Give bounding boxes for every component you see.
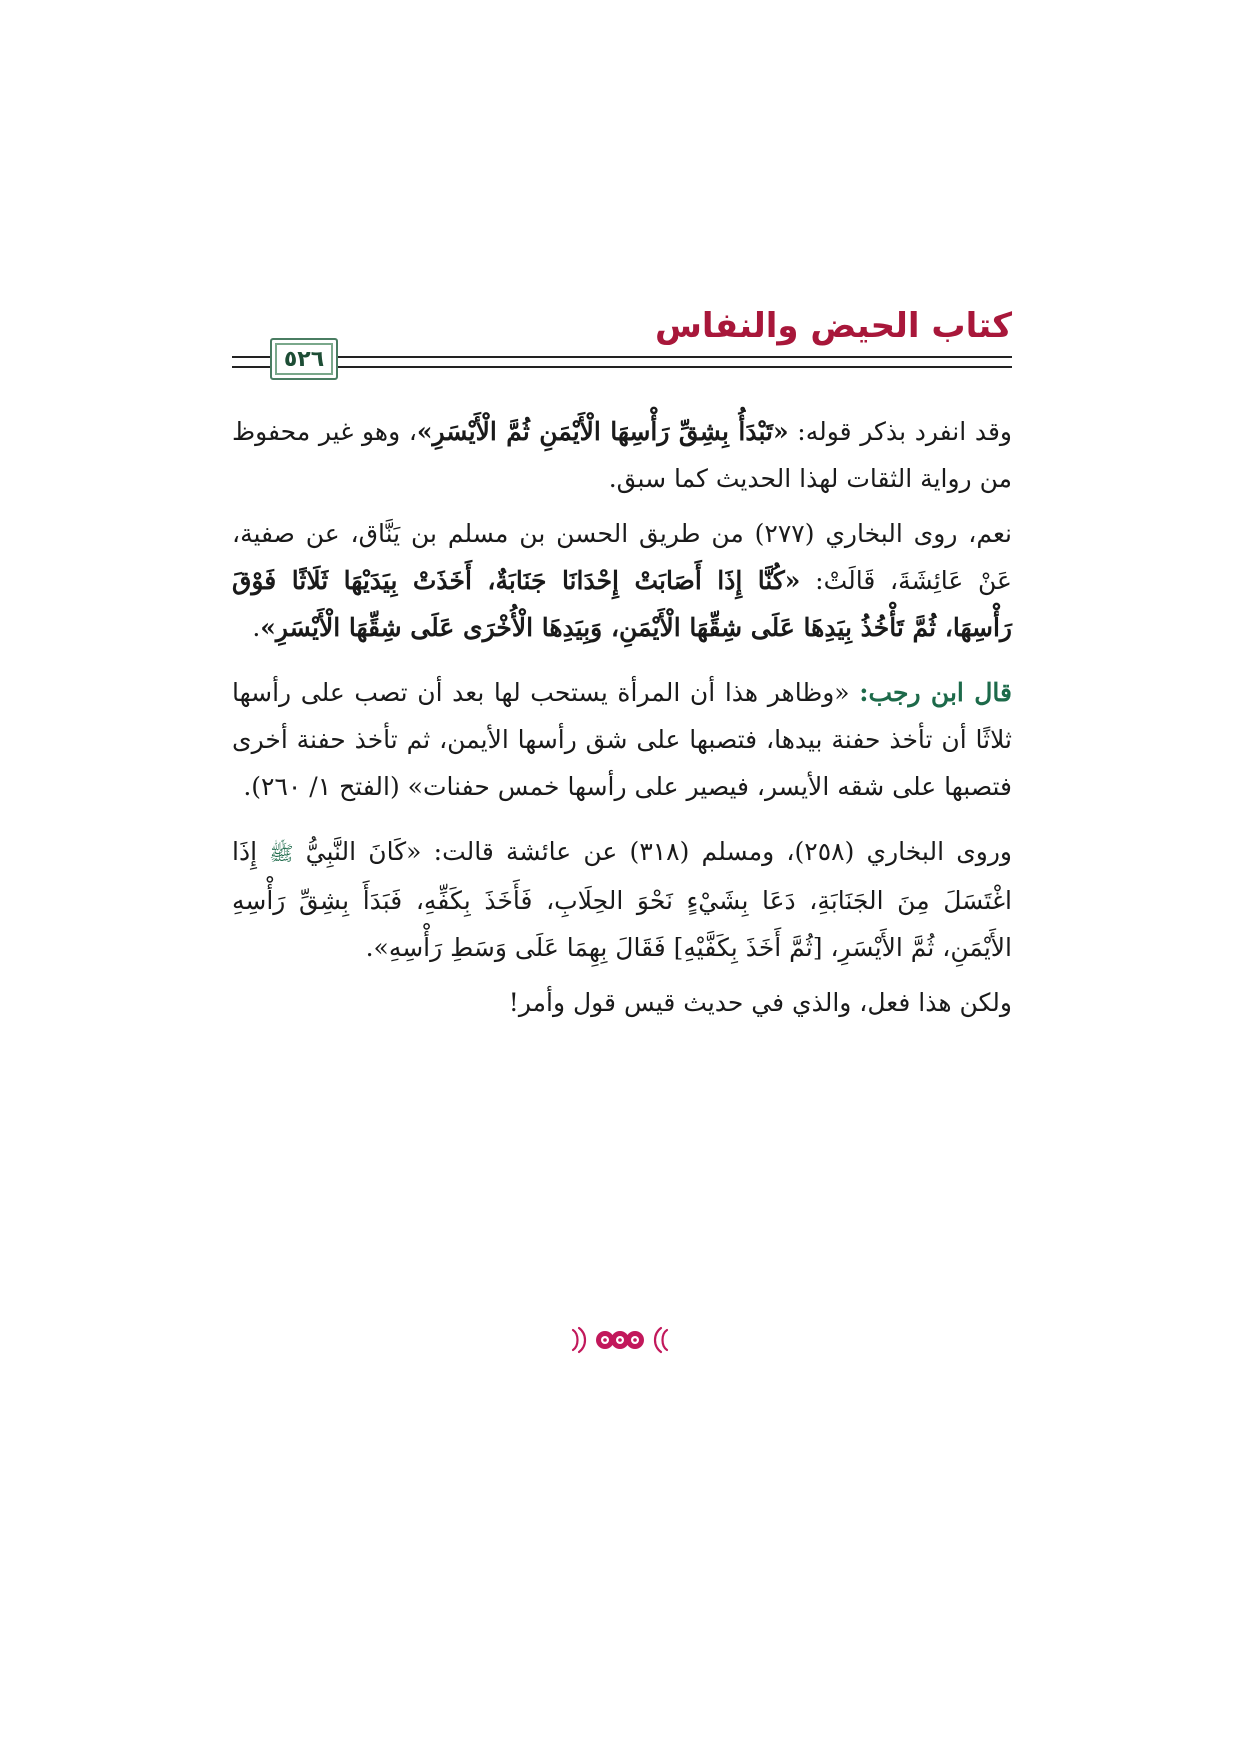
paragraph-1-intro: وقد انفرد بذكر قوله: (788, 417, 1013, 446)
honorific-symbol: ﷺ (269, 841, 294, 865)
page-number-frame (270, 338, 338, 380)
end-ornament (0, 1322, 1240, 1362)
paragraph-1-hadith-quote: «تَبْدَأُ بِشِقِّ رَأْسِهَا الْأَيْمَنِ ثُمَّ الْأَيْسَرِ» (416, 417, 789, 446)
paragraph-2 (232, 510, 1012, 651)
paragraph-3-speaker: قال ابن رجب: (859, 678, 1012, 707)
book-title: كتاب الحيض والنفاس (654, 306, 1012, 346)
page-body (232, 408, 1012, 1044)
paragraph-4-intro: وروى البخاري (٢٥٨)، ومسلم (٣١٨) عن عائشة قالت: «كَانَ النَّبِيُّ (293, 837, 1012, 866)
paragraph-4 (232, 828, 1012, 971)
paragraph-2-rest: . (252, 613, 261, 642)
paragraph-1-rest: ، وهو غير محفوظ من رواية الثقات لهذا الحديث كما سبق. (232, 417, 1012, 493)
paragraph-2-hadith-quote: «كُنَّا إِذَا أَصَابَتْ إِحْدَانَا جَنَابَةٌ، أَخَذَتْ بِيَدَيْهَا ثَلَاثًا فَوْقَ رَأْسِهَا، ثُمَّ تَأْخُذُ بِيَدِهَا عَلَى شِقِّهَا الْأَيْمَنِ، وَبِيَدِهَا الْأُخْرَى عَلَى شِقِّهَا الْأَيْسَرِ» (232, 566, 1012, 642)
paragraph-2-intro: نعم، روى البخاري (٢٧٧) من طريق الحسن بن مسلم بن يَنَّاق، عن صفية، عَنْ عَائِشَةَ، قَالَتْ: (232, 519, 1012, 595)
page-number: ٥٢٦ (283, 346, 325, 372)
paragraph-3-text: «وظاهر هذا أن المرأة يستحب لها بعد أن تصب على رأسها ثلاثًا أن تأخذ حفنة بيدها، فتصبها على شق رأسها الأيمن، ثم تأخذ حفنة أخرى فتصبها على شقه الأيسر، فيصير على رأسها خمس حفنات» (الفتح ١/ ٢٦٠). (232, 678, 1012, 801)
floral-end-ornament-icon (565, 1322, 675, 1358)
paragraph-1 (232, 408, 1012, 502)
paragraph-5-text: ولكن هذا فعل، والذي في حديث قيس قول وأمر! (508, 988, 1012, 1017)
paragraph-5 (232, 979, 1012, 1026)
header-rule (232, 356, 1012, 368)
paragraph-4-rest: إِذَا اغْتَسَلَ مِنَ الجَنَابَةِ، دَعَا بِشَيْءٍ نَحْوَ الحِلَابِ، فَأَخَذَ بِكَفِّهِ، فَبَدَأَ بِشِقِّ رَأْسِهِ الأَيْمَنِ، ثُمَّ الأَيْسَرِ، [ثُمَّ أَخَذَ بِكَفَّيْهِ] فَقَالَ بِهِمَا عَلَى وَسَطِ رَأْسِهِ». (232, 837, 1012, 962)
page-header (232, 300, 1012, 390)
paragraph-3 (232, 669, 1012, 810)
